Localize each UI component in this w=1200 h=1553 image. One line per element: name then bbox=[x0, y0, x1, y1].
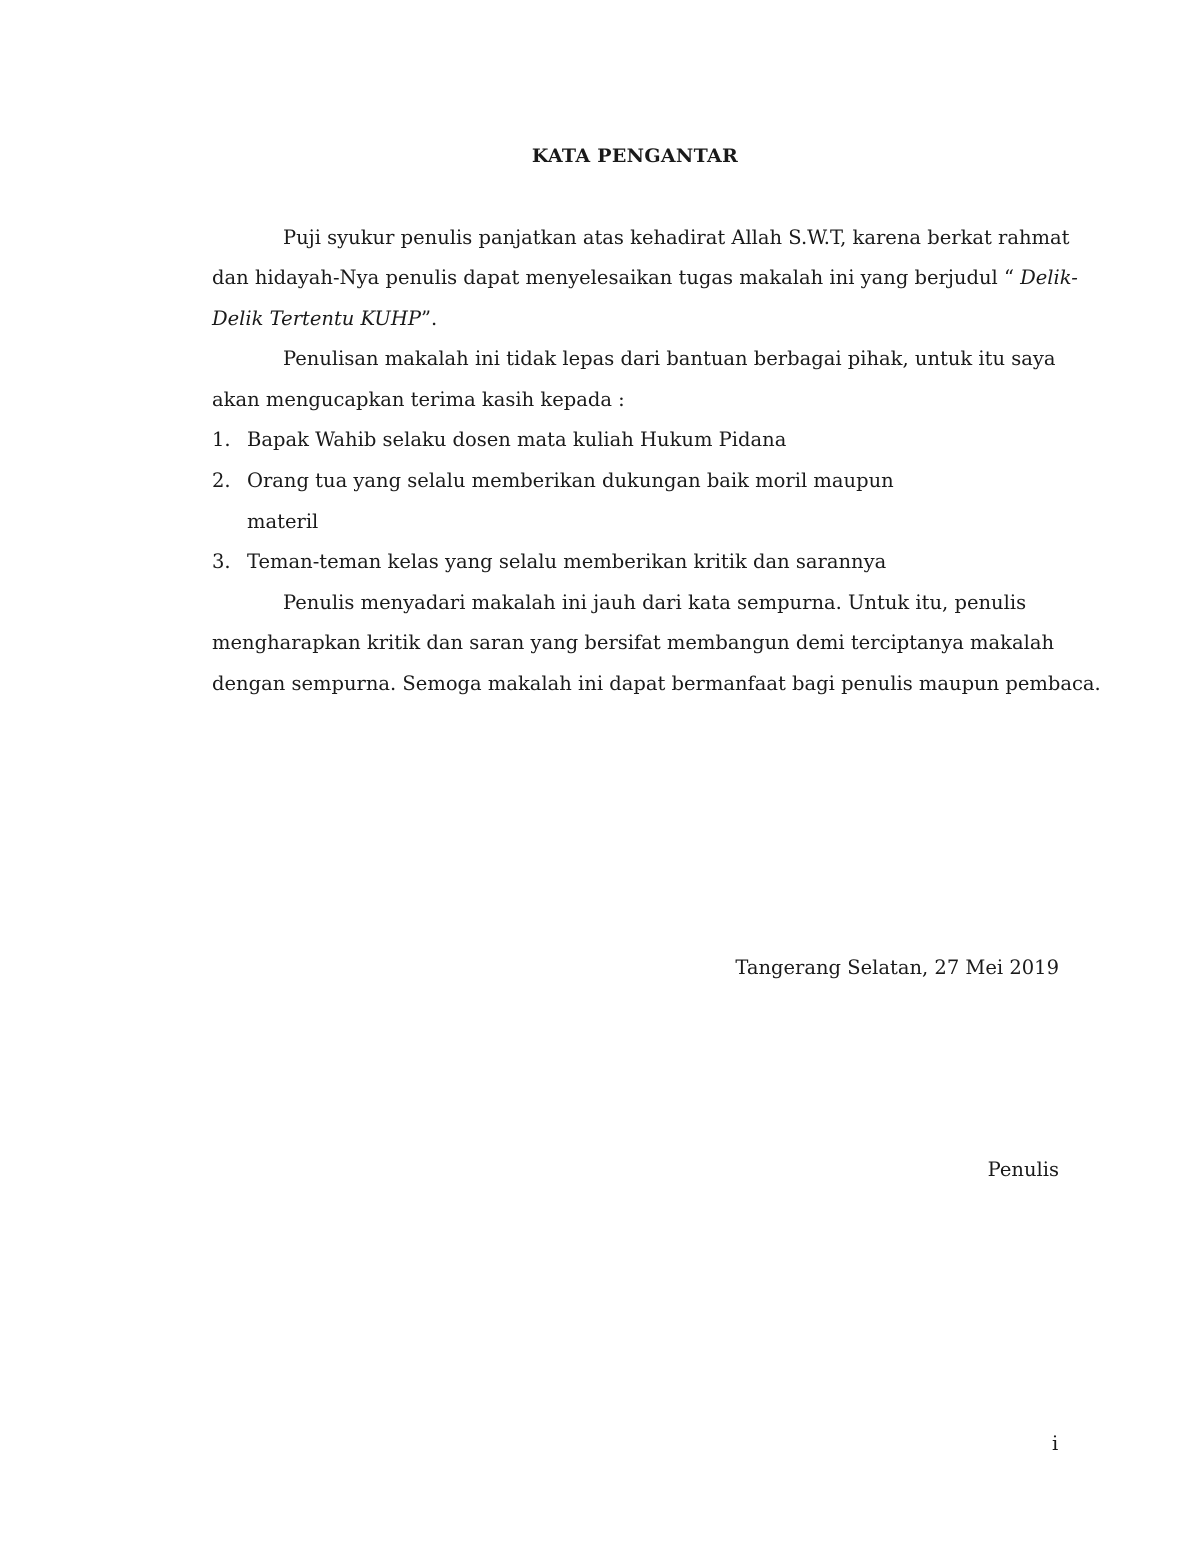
list-item-2-text: Orang tua yang selalu memberikan dukungan baik moril maupun bbox=[247, 469, 894, 492]
paragraph-1-line-1: Puji syukur penulis panjatkan atas kehadirat Allah S.W.T, karena berkat rahmat bbox=[283, 226, 1070, 249]
paragraph-2-line-1: Penulisan makalah ini tidak lepas dari bantuan berbagai pihak, untuk itu saya bbox=[283, 347, 1056, 370]
paragraph-1-line-3-text: ”. bbox=[420, 307, 438, 330]
paragraph-1-title-part-1: Delik- bbox=[1020, 266, 1078, 289]
list-item-3-number: 3. bbox=[212, 550, 231, 573]
paragraph-1-line-2 bbox=[212, 268, 1078, 288]
list-item-2-continuation: materil bbox=[247, 510, 319, 533]
page-title: KATA PENGANTAR bbox=[531, 145, 739, 167]
paragraph-2-line-2: akan mengucapkan terima kasih kepada : bbox=[212, 388, 625, 411]
paragraph-3-line-1: Penulis menyadari makalah ini jauh dari kata sempurna. Untuk itu, penulis bbox=[283, 591, 1027, 614]
page-number: i bbox=[1052, 1432, 1059, 1455]
list-item-2-number: 2. bbox=[212, 469, 231, 492]
list-item-1-number: 1. bbox=[212, 428, 231, 451]
paragraph-1-title-part-2: Delik Tertentu KUHP bbox=[212, 307, 421, 330]
list-item-1-text: Bapak Wahib selaku dosen mata kuliah Hukum Pidana bbox=[247, 428, 787, 451]
list-item-3-text: Teman-teman kelas yang selalu memberikan kritik dan sarannya bbox=[247, 550, 887, 573]
place-date: Tangerang Selatan, 27 Mei 2019 bbox=[735, 956, 1059, 979]
paragraph-1-line-2-text: dan hidayah-Nya penulis dapat menyelesaikan tugas makalah ini yang berjudul “ bbox=[212, 266, 1021, 289]
signature: Penulis bbox=[987, 1158, 1059, 1181]
paragraph-3-line-2: mengharapkan kritik dan saran yang bersifat membangun demi terciptanya makalah bbox=[212, 631, 1055, 654]
paragraph-3-line-3: dengan sempurna. Semoga makalah ini dapat bermanfaat bagi penulis maupun pembaca. bbox=[212, 672, 1101, 695]
paragraph-1-line-3 bbox=[212, 309, 437, 329]
